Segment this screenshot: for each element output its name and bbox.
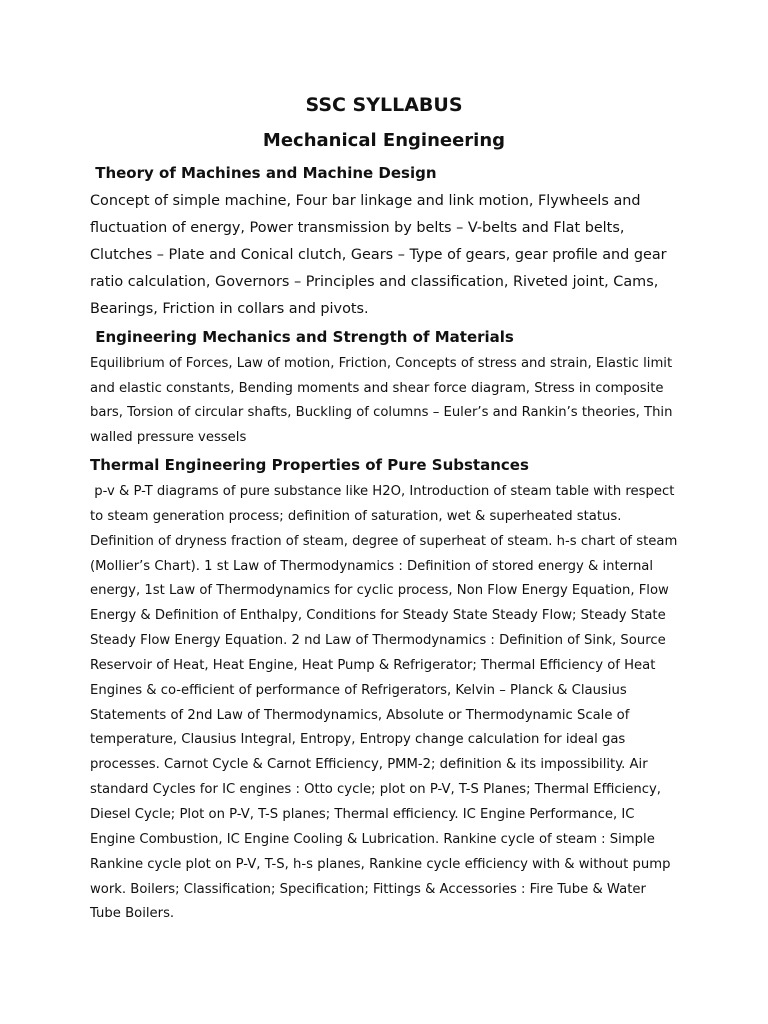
section-body: p-v & P-T diagrams of pure substance like H2O, Introduction of steam table with respect to steam generation process; definition of saturation, wet & superheated status. Definition of dryness fraction of steam, degree of superheat of steam. h-s chart of steam (Mollier’s Chart). 1 st Law of Thermodynamics : Definition of stored energy & internal energy, 1st Law of Thermodynamics for cyclic process, Non Flow Energy Equation, Flow Energy & Definition of Enthalpy, Conditions for Steady State Steady Flow; Steady State Steady Flow Energy Equation. 2 nd Law of Thermodynamics : Definition of Sink, Source Reservoir of Heat, Heat Engine, Heat Pump & Refrigerator; Thermal Efficiency of Heat Engines & co-efficient of performance of Refrigerators, Kelvin – Planck & Clausius Statements of 2nd Law of Thermodynamics, Absolute or Thermodynamic Scale of temperature, Clausius Integral, Entropy, Entropy change calculation for ideal gas processes. Carnot Cycle & Carnot Efficiency, PMM-2; definition & its impossibility. Air standard Cycles for IC engines : Otto cycle; plot on P-V, T-S Planes; Thermal Efficiency, Diesel Cycle; Plot on P-V, T-S planes; Thermal efficiency. IC Engine Performance, IC Engine Combustion, IC Engine Cooling & Lubrication. Rankine cycle of steam : Simple Rankine cycle plot on P-V, T-S, h-s planes, Rankine cycle efficiency with & without pump work. Boilers; Classification; Specification; Fittings & Accessories : Fire Tube & Water Tube Boilers. [90,484,682,922]
section-heading: Engineering Mechanics and Strength of Materials [90,328,514,346]
section-body: Concept of simple machine, Four bar linkage and link motion, Flywheels and fluctuation of energy, Power transmission by belts – V-belts and Flat belts, Clutches – Plate and Conical clutch, Gears – Type of gears, gear profile and gear ratio calculation, Governors – Principles and classification, Riveted joint, Cams, Bearings, Friction in collars and pivots. [90,193,667,317]
page-subtitle: Mechanical Engineering [262,130,506,151]
section-engineering-mechanics [90,324,680,451]
section-body: Equilibrium of Forces, Law of motion, Friction, Concepts of stress and strain, Elastic limit and elastic constants, Bending moments and shear force diagram, Stress in composite bars, Torsion of circular shafts, Buckling of columns – Euler’s and Rankin’s theories, Thin walled pressure vessels [90,356,673,446]
section-theory-of-machines [90,160,680,323]
section-heading: Theory of Machines and Machine Design [90,164,437,182]
section-heading: Thermal Engineering Properties of Pure Substances [90,456,529,474]
page-title: SSC SYLLABUS [305,94,463,116]
section-thermal-engineering [90,452,680,927]
